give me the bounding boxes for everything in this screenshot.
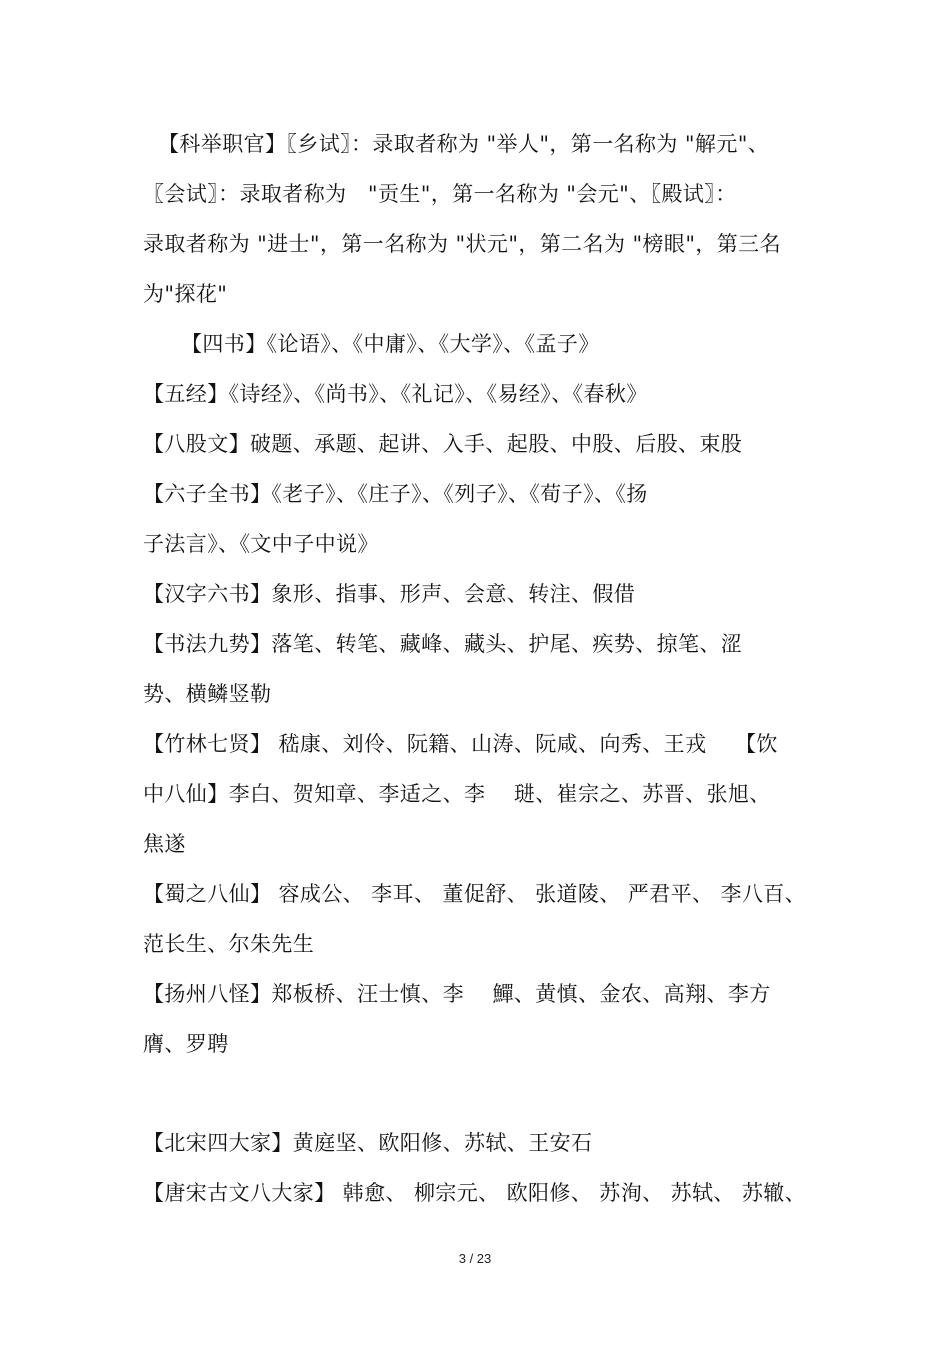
text-line-2: 〖会试〗：录取者称为 "贡生"，第一名称为 "会元"、〖殿试〗： xyxy=(143,182,737,206)
text-line-5: 【四书】《论语》、《中庸》、《大学》、《孟子》 xyxy=(181,332,600,356)
page-number: 3 / 23 xyxy=(458,1251,492,1266)
text-line-10: 【汉字六书】象形、指事、形声、会意、转注、假借 xyxy=(143,582,636,606)
text-line-21: 【唐宋古文八大家】 韩愈、 柳宗元、 欧阳修、 苏洵、 苏轼、 苏辙、 xyxy=(143,1181,807,1205)
text-line-13: 【竹林七贤】 嵇康、刘伶、阮籍、山涛、阮咸、向秀、王戎 【饮 xyxy=(143,732,778,756)
text-line-20: 【北宋四大家】黄庭坚、欧阳修、苏轼、王安石 xyxy=(143,1131,593,1155)
text-line-17: 范长生、尔朱先生 xyxy=(143,932,315,956)
text-line-12: 势、横鳞竖勒 xyxy=(143,682,272,706)
text-line-9: 子法言》、《文中子中说》 xyxy=(143,532,379,556)
text-line-19: 膺、罗聘 xyxy=(143,1032,229,1056)
text-line-16: 【蜀之八仙】 容成公、 李耳、 董促舒、 张道陵、 严君平、 李八百、 xyxy=(143,882,807,906)
text-line-1: 【科举职官】〖乡试〗：录取者称为 "举人"，第一名称为 "解元"、 xyxy=(158,132,770,156)
text-line-3: 录取者称为 "进士"，第一名称为 "状元"，第二名为 "榜眼"，第三名 xyxy=(143,232,781,256)
text-line-8: 【六子全书】《老子》、《庄子》、《列子》、《荀子》、《扬 xyxy=(143,482,648,506)
text-line-7: 【八股文】破题、承题、起讲、入手、起股、中股、后股、束股 xyxy=(143,432,743,456)
text-line-14: 中八仙】李白、贺知章、李适之、李 琎、崔宗之、苏晋、张旭、 xyxy=(143,782,771,806)
text-line-18: 【扬州八怪】郑板桥、汪士慎、李 鱓、黄慎、金农、高翔、李方 xyxy=(143,982,771,1006)
text-line-15: 焦遂 xyxy=(143,832,186,856)
text-line-4: 为"探花" xyxy=(143,282,228,306)
text-line-11: 【书法九势】落笔、转笔、藏峰、藏头、护尾、疾势、掠笔、涩 xyxy=(143,632,743,656)
text-line-6: 【五经】《诗经》、《尚书》、《礼记》、《易经》、《春秋》 xyxy=(143,382,648,406)
